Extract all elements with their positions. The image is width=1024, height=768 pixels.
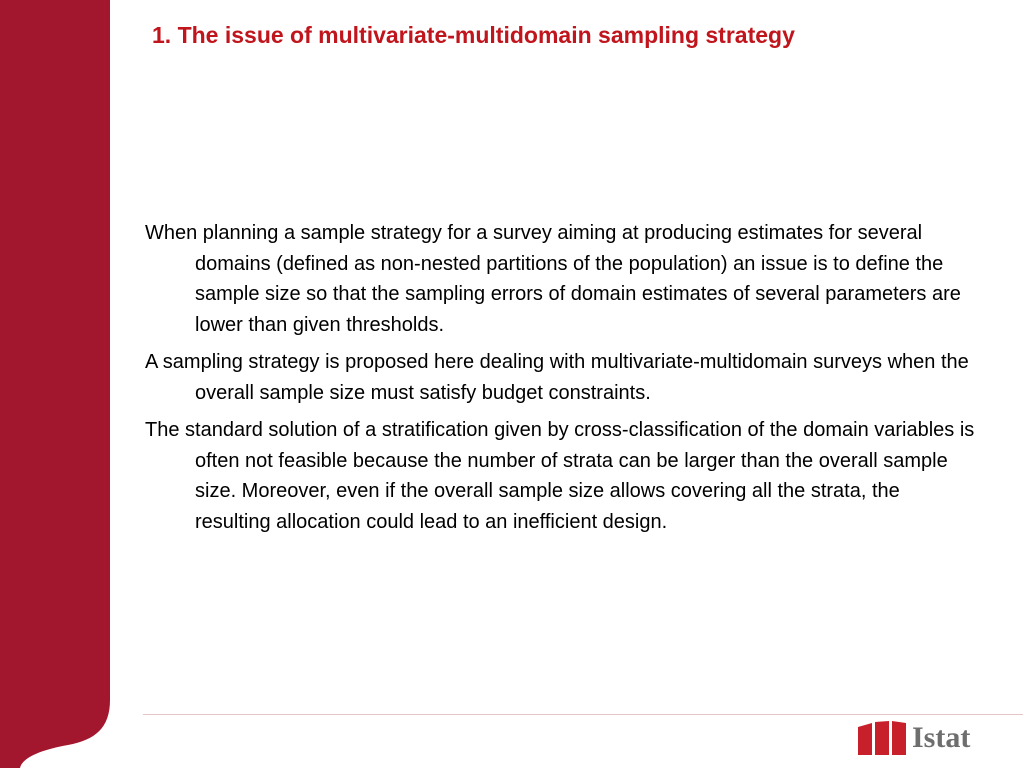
paragraph: When planning a sample strategy for a survey aiming at producing estimates for several domains (defined as non-nested partitions of the population) an issue is to define the sample size so that the sampling errors of domain estimates of several parameters are lower than given thresholds. bbox=[145, 222, 961, 336]
istat-logo-icon bbox=[858, 721, 906, 755]
sidebar-decoration bbox=[0, 0, 140, 768]
slide-body bbox=[145, 218, 975, 544]
istat-logo-text: Istat bbox=[912, 721, 971, 754]
istat-logo bbox=[858, 720, 970, 756]
paragraph: A sampling strategy is proposed here dealing with multivariate-multidomain surveys when the overall sample size must satisfy budget constraints. bbox=[145, 351, 969, 404]
paragraph: The standard solution of a stratification given by cross-classification of the domain variables is often not feasible because the number of strata can be larger than the overall sample size. Moreover, even if the overall sample size allows covering all the strata, the resulting allocation could lead to an inefficient design. bbox=[145, 419, 975, 533]
slide-title: 1. The issue of multivariate-multidomain sampling strategy bbox=[152, 22, 795, 48]
footer-divider bbox=[143, 714, 1023, 715]
